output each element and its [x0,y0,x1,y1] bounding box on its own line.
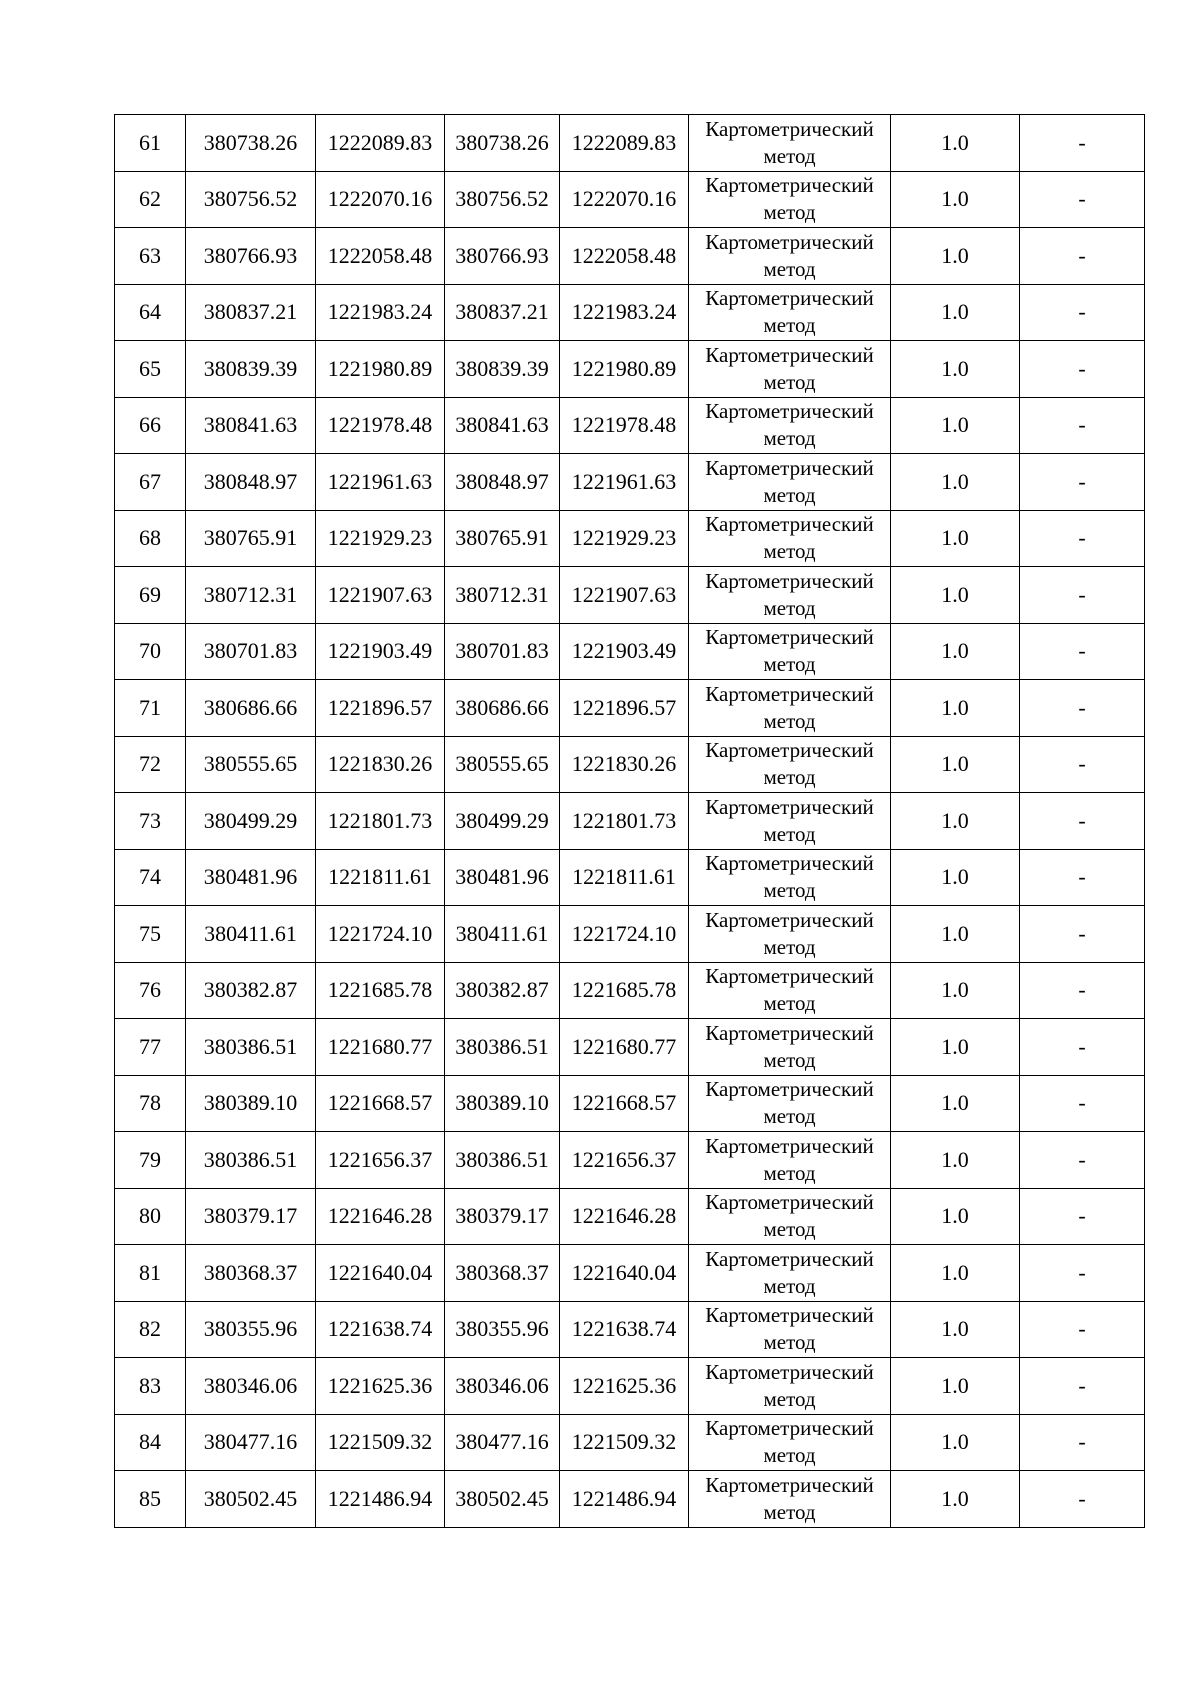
accuracy-cell: 1.0 [891,1245,1020,1302]
x-coordinate-cell: 380382.87 [186,962,316,1019]
x-coordinate-cell: 380386.51 [186,1132,316,1189]
method-text: Картометрический [705,455,874,480]
point-number-cell: 81 [115,1245,186,1302]
y-coordinate-cell: 1221646.28 [316,1188,445,1245]
table-row [115,1132,1145,1189]
method-cell [689,906,891,963]
x-coordinate-cell: 380411.61 [186,906,316,963]
point-number-cell: 68 [115,510,186,567]
table-row [115,1471,1145,1528]
point-number-cell: 66 [115,397,186,454]
note-cell: - [1020,454,1145,511]
table-row [115,228,1145,285]
y-coordinate-cell: 1221724.10 [316,906,445,963]
table-row [115,623,1145,680]
point-number-cell: 73 [115,793,186,850]
method-text: метод [763,821,816,846]
table-row [115,567,1145,624]
method-text: метод [763,765,816,790]
x-coordinate-cell: 380477.16 [445,1414,560,1471]
x-coordinate-cell: 380499.29 [445,793,560,850]
method-text: Картометрический [705,116,874,141]
x-coordinate-cell: 380686.66 [445,680,560,737]
x-coordinate-cell: 380386.51 [186,1019,316,1076]
y-coordinate-cell: 1221801.73 [316,793,445,850]
x-coordinate-cell: 380368.37 [186,1245,316,1302]
y-coordinate-cell: 1221980.89 [560,341,689,398]
point-number-cell: 61 [115,115,186,172]
method-text: метод [763,539,816,564]
table-row [115,1358,1145,1415]
point-number-cell: 75 [115,906,186,963]
method-cell [689,1245,891,1302]
method-text: метод [763,482,816,507]
x-coordinate-cell: 380841.63 [445,397,560,454]
y-coordinate-cell: 1221961.63 [316,454,445,511]
table-row [115,510,1145,567]
x-coordinate-cell: 380848.97 [445,454,560,511]
note-cell: - [1020,1188,1145,1245]
y-coordinate-cell: 1221685.78 [560,962,689,1019]
point-number-cell: 62 [115,171,186,228]
x-coordinate-cell: 380839.39 [445,341,560,398]
x-coordinate-cell: 380766.93 [445,228,560,285]
method-cell [689,1414,891,1471]
method-cell [689,1301,891,1358]
x-coordinate-cell: 380355.96 [186,1301,316,1358]
table-row [115,1414,1145,1471]
method-text: метод [763,1386,816,1411]
x-coordinate-cell: 380756.52 [186,171,316,228]
method-cell [689,397,891,454]
point-number-cell: 74 [115,849,186,906]
y-coordinate-cell: 1221509.32 [560,1414,689,1471]
method-cell [689,510,891,567]
x-coordinate-cell: 380837.21 [445,284,560,341]
method-cell [689,1075,891,1132]
x-coordinate-cell: 380701.83 [186,623,316,680]
method-text: Картометрический [705,1416,874,1441]
table-row [115,284,1145,341]
table-row [115,1019,1145,1076]
x-coordinate-cell: 380355.96 [445,1301,560,1358]
point-number-cell: 77 [115,1019,186,1076]
method-text: метод [763,369,816,394]
accuracy-cell: 1.0 [891,510,1020,567]
note-cell: - [1020,906,1145,963]
y-coordinate-cell: 1221638.74 [560,1301,689,1358]
table-row [115,1075,1145,1132]
table-row [115,736,1145,793]
method-text: метод [763,934,816,959]
y-coordinate-cell: 1222089.83 [316,115,445,172]
note-cell: - [1020,341,1145,398]
x-coordinate-cell: 380555.65 [186,736,316,793]
method-cell [689,736,891,793]
y-coordinate-cell: 1221640.04 [316,1245,445,1302]
y-coordinate-cell: 1222070.16 [316,171,445,228]
x-coordinate-cell: 380712.31 [186,567,316,624]
y-coordinate-cell: 1221509.32 [316,1414,445,1471]
x-coordinate-cell: 380481.96 [445,849,560,906]
y-coordinate-cell: 1221929.23 [560,510,689,567]
x-coordinate-cell: 380738.26 [186,115,316,172]
method-cell [689,1188,891,1245]
note-cell: - [1020,228,1145,285]
y-coordinate-cell: 1221929.23 [316,510,445,567]
method-text: метод [763,1499,816,1524]
x-coordinate-cell: 380712.31 [445,567,560,624]
note-cell: - [1020,1019,1145,1076]
accuracy-cell: 1.0 [891,454,1020,511]
x-coordinate-cell: 380386.51 [445,1019,560,1076]
y-coordinate-cell: 1221680.77 [560,1019,689,1076]
method-text: Картометрический [705,1077,874,1102]
table-row [115,341,1145,398]
method-text: Картометрический [705,1020,874,1045]
note-cell: - [1020,680,1145,737]
note-cell: - [1020,1301,1145,1358]
accuracy-cell: 1.0 [891,171,1020,228]
y-coordinate-cell: 1221978.48 [316,397,445,454]
method-text: Картометрический [705,738,874,763]
table-row [115,397,1145,454]
table-row [115,1301,1145,1358]
x-coordinate-cell: 380837.21 [186,284,316,341]
table-row [115,793,1145,850]
x-coordinate-cell: 380765.91 [186,510,316,567]
accuracy-cell: 1.0 [891,736,1020,793]
note-cell: - [1020,171,1145,228]
note-cell: - [1020,623,1145,680]
y-coordinate-cell: 1221811.61 [316,849,445,906]
method-text: Картометрический [705,1472,874,1497]
y-coordinate-cell: 1221646.28 [560,1188,689,1245]
table-body [115,115,1145,1528]
accuracy-cell: 1.0 [891,1358,1020,1415]
x-coordinate-cell: 380738.26 [445,115,560,172]
method-cell [689,115,891,172]
method-text: метод [763,1047,816,1072]
method-cell [689,1358,891,1415]
accuracy-cell: 1.0 [891,115,1020,172]
y-coordinate-cell: 1221907.63 [316,567,445,624]
note-cell: - [1020,1471,1145,1528]
method-text: метод [763,313,816,338]
method-text: метод [763,200,816,225]
accuracy-cell: 1.0 [891,1132,1020,1189]
accuracy-cell: 1.0 [891,1075,1020,1132]
note-cell: - [1020,1075,1145,1132]
x-coordinate-cell: 380499.29 [186,793,316,850]
accuracy-cell: 1.0 [891,1188,1020,1245]
y-coordinate-cell: 1221903.49 [560,623,689,680]
method-cell [689,1132,891,1189]
x-coordinate-cell: 380389.10 [445,1075,560,1132]
x-coordinate-cell: 380765.91 [445,510,560,567]
method-text: Картометрический [705,964,874,989]
note-cell: - [1020,849,1145,906]
point-number-cell: 63 [115,228,186,285]
x-coordinate-cell: 380346.06 [186,1358,316,1415]
method-text: метод [763,595,816,620]
x-coordinate-cell: 380368.37 [445,1245,560,1302]
method-cell [689,623,891,680]
method-text: метод [763,878,816,903]
accuracy-cell: 1.0 [891,1019,1020,1076]
point-number-cell: 85 [115,1471,186,1528]
method-cell [689,454,891,511]
method-text: метод [763,1160,816,1185]
note-cell: - [1020,397,1145,454]
x-coordinate-cell: 380481.96 [186,849,316,906]
y-coordinate-cell: 1221685.78 [316,962,445,1019]
y-coordinate-cell: 1221668.57 [316,1075,445,1132]
point-number-cell: 80 [115,1188,186,1245]
y-coordinate-cell: 1221656.37 [316,1132,445,1189]
method-text: метод [763,426,816,451]
method-text: метод [763,708,816,733]
method-cell [689,341,891,398]
y-coordinate-cell: 1221896.57 [316,680,445,737]
table-row [115,680,1145,737]
method-text: Картометрический [705,681,874,706]
accuracy-cell: 1.0 [891,962,1020,1019]
y-coordinate-cell: 1221811.61 [560,849,689,906]
accuracy-cell: 1.0 [891,623,1020,680]
x-coordinate-cell: 380701.83 [445,623,560,680]
accuracy-cell: 1.0 [891,567,1020,624]
x-coordinate-cell: 380839.39 [186,341,316,398]
table-row [115,171,1145,228]
method-cell [689,1019,891,1076]
point-number-cell: 65 [115,341,186,398]
x-coordinate-cell: 380841.63 [186,397,316,454]
x-coordinate-cell: 380766.93 [186,228,316,285]
accuracy-cell: 1.0 [891,341,1020,398]
y-coordinate-cell: 1222058.48 [316,228,445,285]
method-text: метод [763,143,816,168]
y-coordinate-cell: 1221983.24 [316,284,445,341]
x-coordinate-cell: 380686.66 [186,680,316,737]
table-row [115,962,1145,1019]
method-cell [689,793,891,850]
table-row [115,906,1145,963]
y-coordinate-cell: 1221640.04 [560,1245,689,1302]
x-coordinate-cell: 380386.51 [445,1132,560,1189]
y-coordinate-cell: 1221625.36 [316,1358,445,1415]
method-cell [689,680,891,737]
accuracy-cell: 1.0 [891,793,1020,850]
method-cell [689,228,891,285]
y-coordinate-cell: 1221907.63 [560,567,689,624]
y-coordinate-cell: 1221801.73 [560,793,689,850]
accuracy-cell: 1.0 [891,906,1020,963]
note-cell: - [1020,115,1145,172]
method-text: Картометрический [705,568,874,593]
point-number-cell: 67 [115,454,186,511]
y-coordinate-cell: 1222058.48 [560,228,689,285]
point-number-cell: 72 [115,736,186,793]
method-cell [689,284,891,341]
accuracy-cell: 1.0 [891,228,1020,285]
note-cell: - [1020,510,1145,567]
method-text: Картометрический [705,1303,874,1328]
y-coordinate-cell: 1221625.36 [560,1358,689,1415]
note-cell: - [1020,1132,1145,1189]
note-cell: - [1020,567,1145,624]
point-number-cell: 82 [115,1301,186,1358]
method-text: Картометрический [705,794,874,819]
y-coordinate-cell: 1221668.57 [560,1075,689,1132]
y-coordinate-cell: 1221896.57 [560,680,689,737]
method-cell [689,849,891,906]
y-coordinate-cell: 1221486.94 [560,1471,689,1528]
note-cell: - [1020,793,1145,850]
note-cell: - [1020,1358,1145,1415]
note-cell: - [1020,962,1145,1019]
method-text: Картометрический [705,1190,874,1215]
accuracy-cell: 1.0 [891,397,1020,454]
method-text: метод [763,1273,816,1298]
x-coordinate-cell: 380346.06 [445,1358,560,1415]
x-coordinate-cell: 380555.65 [445,736,560,793]
point-number-cell: 69 [115,567,186,624]
note-cell: - [1020,1414,1145,1471]
accuracy-cell: 1.0 [891,1471,1020,1528]
method-text: Картометрический [705,907,874,932]
x-coordinate-cell: 380389.10 [186,1075,316,1132]
y-coordinate-cell: 1221724.10 [560,906,689,963]
method-text: Картометрический [705,512,874,537]
method-text: метод [763,256,816,281]
y-coordinate-cell: 1221980.89 [316,341,445,398]
x-coordinate-cell: 380502.45 [186,1471,316,1528]
point-number-cell: 76 [115,962,186,1019]
x-coordinate-cell: 380477.16 [186,1414,316,1471]
method-text: метод [763,1330,816,1355]
y-coordinate-cell: 1221656.37 [560,1132,689,1189]
y-coordinate-cell: 1222070.16 [560,171,689,228]
method-text: Картометрический [705,342,874,367]
point-number-cell: 84 [115,1414,186,1471]
table-row [115,849,1145,906]
note-cell: - [1020,1245,1145,1302]
table-row [115,1188,1145,1245]
y-coordinate-cell: 1221961.63 [560,454,689,511]
y-coordinate-cell: 1221903.49 [316,623,445,680]
accuracy-cell: 1.0 [891,849,1020,906]
y-coordinate-cell: 1221830.26 [560,736,689,793]
method-text: метод [763,991,816,1016]
accuracy-cell: 1.0 [891,1301,1020,1358]
method-cell [689,567,891,624]
method-text: Картометрический [705,1246,874,1271]
method-cell [689,171,891,228]
y-coordinate-cell: 1221486.94 [316,1471,445,1528]
accuracy-cell: 1.0 [891,680,1020,737]
x-coordinate-cell: 380379.17 [186,1188,316,1245]
table-row [115,1245,1145,1302]
point-number-cell: 71 [115,680,186,737]
y-coordinate-cell: 1221830.26 [316,736,445,793]
method-text: метод [763,652,816,677]
point-number-cell: 83 [115,1358,186,1415]
y-coordinate-cell: 1221680.77 [316,1019,445,1076]
note-cell: - [1020,284,1145,341]
x-coordinate-cell: 380411.61 [445,906,560,963]
y-coordinate-cell: 1222089.83 [560,115,689,172]
method-text: Картометрический [705,1359,874,1384]
coordinates-table [114,114,1145,1528]
method-text: Картометрический [705,173,874,198]
method-text: Картометрический [705,229,874,254]
y-coordinate-cell: 1221638.74 [316,1301,445,1358]
y-coordinate-cell: 1221983.24 [560,284,689,341]
note-cell: - [1020,736,1145,793]
x-coordinate-cell: 380848.97 [186,454,316,511]
method-cell [689,962,891,1019]
table-row [115,454,1145,511]
method-cell [689,1471,891,1528]
x-coordinate-cell: 380756.52 [445,171,560,228]
x-coordinate-cell: 380379.17 [445,1188,560,1245]
point-number-cell: 70 [115,623,186,680]
method-text: метод [763,1217,816,1242]
point-number-cell: 79 [115,1132,186,1189]
point-number-cell: 64 [115,284,186,341]
accuracy-cell: 1.0 [891,284,1020,341]
method-text: метод [763,1443,816,1468]
method-text: Картометрический [705,286,874,311]
y-coordinate-cell: 1221978.48 [560,397,689,454]
method-text: Картометрический [705,625,874,650]
method-text: Картометрический [705,399,874,424]
method-text: Картометрический [705,851,874,876]
x-coordinate-cell: 380502.45 [445,1471,560,1528]
point-number-cell: 78 [115,1075,186,1132]
x-coordinate-cell: 380382.87 [445,962,560,1019]
table-row [115,115,1145,172]
accuracy-cell: 1.0 [891,1414,1020,1471]
method-text: метод [763,1104,816,1129]
method-text: Картометрический [705,1133,874,1158]
